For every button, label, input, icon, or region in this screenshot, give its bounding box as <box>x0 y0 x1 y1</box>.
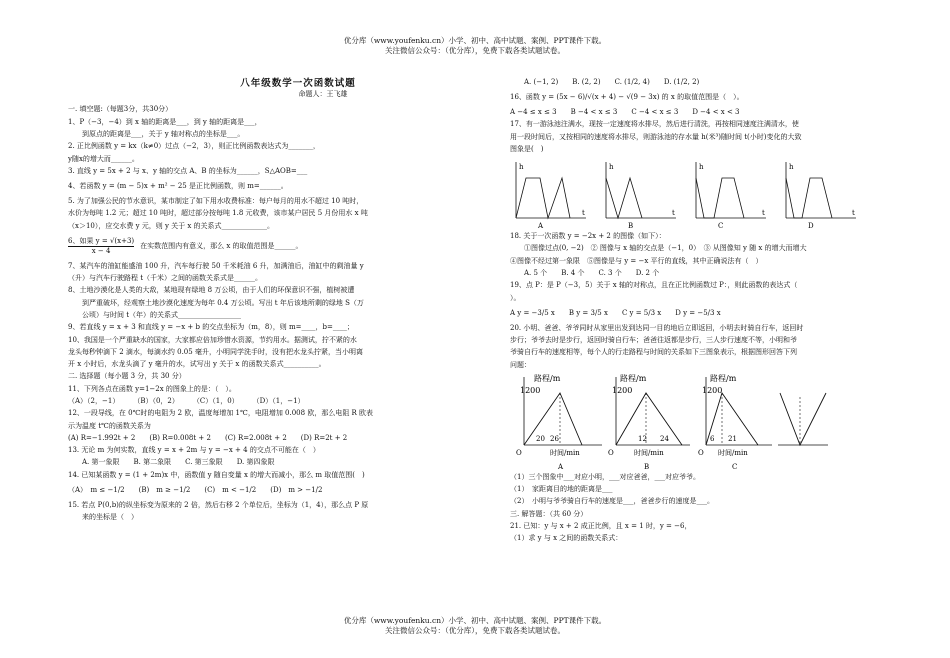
option: C. 第三象限 <box>185 458 223 467</box>
question-11-options <box>68 397 468 406</box>
axis-h-label: h <box>789 163 794 172</box>
tick: 20 <box>536 434 545 443</box>
graph-label: B <box>644 462 650 471</box>
axis-h-label: h <box>609 163 614 172</box>
question-6-numerator: 6、如果 y = √(x+3) <box>68 237 134 247</box>
footer-line-2: 关注微信公众号：（优分库），免费下载各类试题试卷。 <box>385 626 565 636</box>
question-10-cont2: 开 x 小时后，水龙头滴了 y 毫升的水，试写出 y 关于 x 的函数关系式__________。 <box>68 360 326 369</box>
left-column <box>68 78 468 525</box>
question-5: 5. 为了加强公民的节水意识，某市制定了如下用水收费标准：每户每月的用水不超过 10 吨时， <box>68 197 364 206</box>
option: （C）（1，0） <box>192 396 239 405</box>
section-3-heading: 三. 解答题：（共 60 分） <box>510 509 588 518</box>
option: （A） m ≤ −1/2 <box>68 485 125 494</box>
xlabel: 时间/min <box>550 448 580 457</box>
question-5-cont2: （x＞10），应交水费 y 元，则 y 关于 x 的关系式_____________。 <box>68 221 275 230</box>
question-13-options <box>68 458 468 467</box>
origin: O <box>608 448 614 457</box>
question-17-cont: 用一段时间后，又按相同的速度将水排尽，则游泳池的存水量 h(米³)随时间 t(小时)变化的大致 <box>510 132 802 141</box>
question-21: 21. 已知：y 与 x + 2 成正比例，且 x = 1 时，y = −6， <box>510 521 692 530</box>
question-18-cont: ①图像过点(0, −2) ② 图像与 x 轴的交点是（−1，0） ③ 从图像知 y 随 x 的增大而增大 <box>524 244 807 253</box>
option: C. (1/2, 4) <box>614 78 650 86</box>
question-1-cont: 到原点的距离是___，关于 y 轴对称点的坐标是___。 <box>82 130 245 138</box>
graph-label: A <box>558 462 564 471</box>
graph-b-label: B <box>628 222 634 231</box>
option: C. 3 个 <box>598 268 622 277</box>
question-20-sub-3: （2） 小明与爷爷骑自行车的速度是___，爸爸步行的速度是___。 <box>510 497 714 506</box>
axis-t-label: t <box>852 209 855 218</box>
graph-20-d <box>778 393 828 445</box>
option: (B) R=0.008t + 2 <box>149 433 211 442</box>
tick: 24 <box>660 434 669 443</box>
question-20-cont3: 问题： <box>510 360 531 369</box>
yval: 1200 <box>702 385 723 395</box>
option: A −4 ≤ x ≤ 3 <box>510 108 557 117</box>
graph-a-label: A <box>538 222 544 231</box>
question-4: 4、若函数 y = (m − 5)x + m² − 25 是正比例函数，则 m=______。 <box>68 181 288 190</box>
question-18-options <box>510 269 895 278</box>
option: C y = 5/3 x <box>621 308 662 317</box>
question-19: 19、点 P：是 P（−3，5）关于 x 轴的对称点，且在正比例函数过 P：，则此函数的表达式（ <box>510 281 798 290</box>
option: B. 第二象限 <box>133 458 172 467</box>
question-5-cont: 水价为每吨 1.2 元；超过 10 吨时，超过部分按每吨 1.8 元收费，该市某户居民 5 月份用水 x 吨 <box>68 209 368 218</box>
header-line-1: 优分库（www.youfenku.cn）小学、初中、高中试题、案例、PPT课件下载。 <box>343 36 607 45</box>
question-7: 7、某汽车的油缸能盛油 100 升，汽车每行驶 50 千米耗油 6 升，加满油后，油缸中的剩油量 y <box>68 261 364 270</box>
question-9: 9、若直线 y = x + 3 和直线 y = −x + b 的交点坐标为（m，8），则 m=____，b=____； <box>68 323 354 332</box>
option: A y = −3/5 x <box>510 308 555 317</box>
question-12-cont: 示为温度 t℃的函数关系为 <box>68 421 151 430</box>
graph-20-b <box>608 373 690 471</box>
option: (B) m ≥ −1/2 <box>138 485 191 494</box>
footer-line-1: 优分库（www.youfenku.cn）小学、初中、高中试题、案例、PPT课件下载。 <box>343 616 607 625</box>
axis-h-label: h <box>519 163 524 172</box>
exam-author: 命题人：王飞雄 <box>298 90 348 99</box>
option: (C) R=2.008t + 2 <box>224 433 287 442</box>
ylabel: 路程/m <box>710 373 737 383</box>
question-15-cont: 来的坐标是（ ） <box>82 513 138 522</box>
ylabel: 路程/m <box>534 373 561 383</box>
question-16: 16、函数 y = (5x − 6)/√(x + 4) − √(9 − 3x) 的 x 的取值范围是（ ）。 <box>510 93 744 102</box>
yval: 1200 <box>520 385 541 395</box>
question-7-cont: （升）与汽车行驶路程 t（千米）之间的函数关系式是______。 <box>68 274 263 283</box>
section-2-heading: 二. 选择题（每小题 3 分，共 30 分） <box>68 372 186 381</box>
axis-h-label: h <box>699 163 704 172</box>
origin: O <box>516 448 522 457</box>
tick: 21 <box>728 434 737 443</box>
option: D. 2 个 <box>635 268 660 277</box>
origin: O <box>698 448 704 457</box>
question-21-sub-1: （1）求 y 与 x 之间的函数关系式： <box>510 534 623 543</box>
question-10: 10、我国是一个严重缺水的国家，大家都应倍加珍惜水资源，节约用水。据测试，拧不紧的水 <box>68 335 357 344</box>
graph-c-label: C <box>718 222 724 231</box>
graph-17-a <box>510 158 590 230</box>
graph-17-b <box>600 158 680 230</box>
option: B −4 < x ≤ 3 <box>570 108 618 117</box>
option: （A）（2，−1） <box>68 396 120 405</box>
question-18-cont2: ④图像不经过第一象限 ⑤图像是与 y = −x 平行的直线，其中正确说法有（ ） <box>510 256 763 265</box>
question-11: 11、下列各点在函数 y=1−2x 的图象上的是：（ ）。 <box>68 384 236 393</box>
option: D y = −5/3 x <box>675 308 721 317</box>
question-20-graphs <box>510 373 895 473</box>
option: D −4 < x < 3 <box>692 108 740 117</box>
option: C −4 < x ≤ 3 <box>631 108 679 117</box>
exam-title: 八年级数学一次函数试题 <box>240 78 356 89</box>
option: B. 4 个 <box>561 268 585 277</box>
question-8-cont2: 公顷）与时间 t（年）的关系式__________________ <box>82 311 242 319</box>
axis-t-label: t <box>672 209 675 218</box>
option: （D）（1，−1） <box>252 396 305 405</box>
yval: 1200 <box>612 385 633 395</box>
graph-20-c <box>698 373 772 471</box>
question-8: 8、土地沙漠化是人类的大敌，某地现有绿地 8 万公顷，由于人们的环保意识不强，植树被遭 <box>68 286 355 295</box>
question-6 <box>68 237 468 256</box>
option: A. 5 个 <box>524 268 548 277</box>
xlabel: 时间/min <box>634 448 664 457</box>
question-6-denominator: x − 4 <box>91 246 111 255</box>
question-15-options <box>510 78 895 87</box>
option: D. (1/2, 2) <box>663 78 700 86</box>
question-16-options <box>510 108 895 117</box>
question-13: 13. 无论 m 为何实数，直线 y = x + 2m 与 y = −x + 4 的交点不可能在（ ） <box>68 446 320 455</box>
question-1: 1、P（−3，−4）到 x 轴的距离是___，到 y 轴的距离是___， <box>68 117 262 126</box>
ylabel: 路程/m <box>620 373 647 383</box>
option: A. (−1, 2) <box>524 78 559 86</box>
distance-time-graphs <box>510 373 830 473</box>
question-14: 14. 已知某函数 y = (1 + 2m)x 中，函数值 y 随自变量 x 的增大而减小，那么 m 取值范围( ) <box>68 470 365 479</box>
question-10-cont: 龙头每秒钟滴下 2 滴水，每滴水约 0.05 毫升，小明同学洗手时，没有把水龙头拧紧，当小明离 <box>68 347 363 356</box>
option: (C) m < −1/2 <box>204 485 257 494</box>
option: (A) R=−1.992t + 2 <box>68 433 136 442</box>
question-12: 12、一段导线，在 0℃时的电阻为 2 欧，温度每增加 1℃，电阻增加 0.008 欧，那么电阻 R 欧表 <box>68 409 374 418</box>
option: （B）（0，2） <box>133 396 179 405</box>
xlabel: 时间/min <box>718 448 748 457</box>
tick: 6 <box>710 434 715 443</box>
option: B y = 3/5 x <box>568 308 608 317</box>
question-2-cont: y随x的增大而______。 <box>68 154 139 163</box>
graph-17-c <box>690 158 770 230</box>
question-19-options <box>510 309 895 318</box>
tick: 26 <box>550 434 559 443</box>
question-17: 17、有一游泳池注满水，现按一定速度将水排尽，然后进行清洗，再按相同速度注满清水，使 <box>510 120 799 129</box>
question-3: 3. 直线 y = 5x + 2 与 x、y 轴的交点 A、B 的坐标为______，S△AOB=___ <box>68 166 308 175</box>
section-1-heading: 一. 填空题:（每题3分，共30分） <box>68 105 173 114</box>
question-20-sub-1: （1）三个图象中___对应小明，___对应爸爸，___对应爷爷。 <box>510 472 700 481</box>
tick: 12 <box>638 434 647 443</box>
question-20-sub-2: （1） 家距离目的地的距离是___ <box>510 485 613 494</box>
axis-t-label: t <box>582 209 585 218</box>
question-17-cont2: 图象是( ) <box>510 145 544 154</box>
question-15: 15. 若点 P(0,b)的纵坐标变为原来的 2 倍，然后右移 2 个单位后，坐标为（1，4），那么点 P 原 <box>68 500 369 509</box>
question-20: 20. 小明、爸爸、爷爷同时从家里出发到达同一目的地后立即返回，小明去时骑自行车，返回时 <box>510 323 804 332</box>
option: A. 第一象限 <box>82 458 120 467</box>
option: (D) m > −1/2 <box>270 485 323 494</box>
question-20-cont: 步行；爷爷去时是步行，返回时骑自行车；爸爸往返都是步行，三人步行速度不等，小明和爷 <box>510 336 797 344</box>
question-2: 2. 正比例函数 y = kx（k≠0）过点（−2，3），则正比例函数表达式为_______， <box>68 142 320 151</box>
page-footer <box>0 616 950 636</box>
page-header <box>0 36 950 56</box>
option: (D) R=2t + 2 <box>300 433 348 442</box>
question-19-cont: ）。 <box>510 293 521 302</box>
question-8-cont: 到严重破坏，经观察土地沙漠化速度为每年 0.4 万公顷。写出 t 年后该地所剩的绿地 S（万 <box>82 298 364 307</box>
question-20-cont2: 爷骑自行车的速度相等，每个人的行走路程与时间的关系如下三图象表示，根据图形回答下列 <box>510 348 797 357</box>
right-column <box>510 78 895 547</box>
question-12-options <box>68 434 468 443</box>
axis-t-label: t <box>762 209 765 218</box>
question-14-options <box>68 486 468 495</box>
graph-20-a <box>516 373 602 471</box>
graph-label: C <box>732 462 738 471</box>
question-18: 18. 关于一次函数 y = −2x + 2 的图像（如下）： <box>510 232 666 241</box>
question-6-text: 在实数范围内有意义，那么 x 的取值范围是______。 <box>140 241 303 250</box>
option: D. 第四象限 <box>236 458 275 467</box>
graph-17-d <box>780 158 860 230</box>
header-line-2: 关注微信公众号：（优分库），免费下载各类试题试卷。 <box>385 46 565 56</box>
question-17-graphs <box>510 158 895 230</box>
option: B. (2, 2) <box>572 78 601 86</box>
graph-d-label: D <box>808 222 814 231</box>
